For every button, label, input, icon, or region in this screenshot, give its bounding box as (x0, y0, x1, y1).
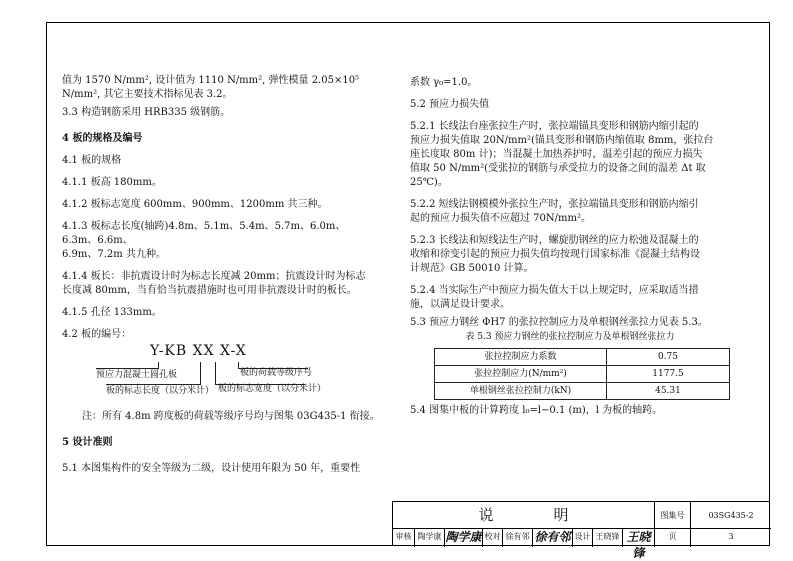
checker-name: 徐有邻 (503, 529, 533, 547)
table-caption: 表 5.3 预应力钢丝的张拉控制应力及单根钢丝张拉力 (465, 332, 675, 342)
title-block (392, 501, 770, 560)
right-column (410, 76, 730, 418)
design-label: 设计 (573, 529, 593, 547)
label-load-grade: 板的荷载等级序号 (240, 368, 313, 378)
section-4-1-3: 4.1.3 板标志长度(轴跨)4.8m、5.1m、5.4m、5.7m、6.0m、6.3m、6.6m、 (62, 221, 346, 246)
section-5-2: 5.2 预应力损失值 (410, 99, 490, 110)
board-code: Y-KB XX X-X (150, 343, 247, 359)
text-line: 起的预应力损失值不应超过 70N/mm²。 (410, 213, 591, 224)
spec-table (434, 348, 730, 400)
text-line: 预应力损失值取 20N/mm²(锚具变形和钢筋内缩值取 8mm，张拉台 (410, 135, 714, 146)
table-row (435, 349, 730, 366)
table-row (435, 366, 730, 383)
table-row (435, 383, 730, 400)
section-4-2: 4.2 板的编号： (62, 329, 132, 340)
table-cell: 单根钢丝张拉控制力(kN) (435, 383, 607, 400)
atlas-number: 03SG435-2 (691, 502, 771, 529)
reviewer-signature: 陶学康 (445, 529, 483, 547)
text-line: 值为 1570 N/mm², 设计值为 1110 N/mm², 弹性模量 2.05×10⁵ (62, 75, 360, 86)
table-cell: 45.31 (607, 383, 730, 400)
checker-signature: 徐有邻 (533, 529, 573, 547)
section-5-3: 5.3 预应力钢丝 ΦH7 的张拉控制应力及单根钢丝张拉力见表 5.3。 (410, 317, 708, 328)
heading-4: 4 板的规格及编号 (62, 133, 143, 144)
text-line: 施，以满足设计要求。 (410, 299, 510, 310)
heading-5: 5 设计准则 (62, 437, 113, 448)
text-line: 25℃)。 (410, 177, 448, 188)
section-4-1: 4.1 板的规格 (62, 155, 122, 166)
designer-name: 王晓锋 (593, 529, 623, 547)
section-5-2-2: 5.2.2 短线法钢模模外张拉生产时，张拉端锚具变形和钢筋内缩引 (410, 199, 699, 210)
section-5-2-1: 5.2.1 长线法台座张拉生产时，张拉端锚具变形和钢筋内缩引起的 (410, 121, 699, 132)
sheet-title: 说明 (393, 502, 655, 529)
section-4-1-5: 4.1.5 孔径 133mm。 (62, 307, 162, 318)
section-4-1-2: 4.1.2 板标志宽度 600mm、900mm、1200mm 共三种。 (62, 199, 328, 210)
label-length: 板的标志长度（以分米计） (106, 386, 215, 396)
check-label: 校对 (483, 529, 503, 547)
section-4-1-4: 4.1.4 板长：非抗震设计时为标志长度减 20mm；抗震设计时为标志 (62, 271, 366, 282)
text-line: 座长度取 80m 计)；当混凝土加热养护时，温差引起的预应力损失 (410, 149, 703, 160)
numbering-diagram (62, 344, 380, 410)
section-3-3: 3.3 构造钢筋采用 HRB335 级钢筋。 (62, 107, 231, 118)
table-cell: 1177.5 (607, 366, 730, 383)
text-line: 6.9m、7.2m 共九种。 (62, 249, 166, 260)
review-label: 审核 (393, 529, 415, 547)
note: 注：所有 4.8m 跨度板的荷载等级序号均与图集 03G435-1 衔接。 (82, 411, 380, 422)
label-board-type: 预应力混凝土圆孔板 (96, 370, 178, 380)
section-5-2-3: 5.2.3 长线法和短线法生产时，螺旋肋钢丝的应力松弛及混凝土的 (410, 235, 699, 246)
section-5-4: 5.4 图集中板的计算跨度 l₀=l−0.1 (m)，l 为板的轴跨。 (410, 405, 663, 416)
section-4-1-1: 4.1.1 板高 180mm。 (62, 177, 162, 188)
table-cell: 0.75 (607, 349, 730, 366)
left-column (62, 74, 380, 476)
atlas-label: 图集号 (655, 502, 691, 529)
text-line: N/mm², 其它主要技术指标见表 3.2。 (62, 89, 233, 100)
section-5-1: 5.1 本图集构件的安全等级为二级，设计使用年限为 50 年，重要性 (62, 463, 361, 474)
table-cell: 张拉控制应力系数 (435, 349, 607, 366)
text-line: 收缩和徐变引起的预应力损失值均按现行国家标准《混凝土结构设 (410, 249, 700, 260)
reviewer-name: 陶学康 (415, 529, 445, 547)
label-width: 板的标志宽度（以分米计） (218, 384, 327, 394)
text-line: 系数 γ₀=1.0。 (410, 77, 478, 88)
designer-signature: 王晓锋 (623, 529, 655, 547)
page-number: 3 (728, 532, 734, 541)
text-line: 计规范》GB 50010 计算。 (410, 263, 534, 274)
text-line: 长度减 80mm，当有恰当抗震措施时也可用非抗震设计时的板长。 (62, 285, 357, 296)
page-label: 页 (655, 529, 691, 547)
section-5-2-4: 5.2.4 当实际生产中预应力损失值大于以上规定时，应采取适当措 (410, 285, 699, 296)
text-line: 值取 50 N/mm²(受张拉的钢筋与承受拉力的设备之间的温差 Δt 取 (410, 163, 706, 174)
table-cell: 张拉控制应力(N/mm²) (435, 366, 607, 383)
